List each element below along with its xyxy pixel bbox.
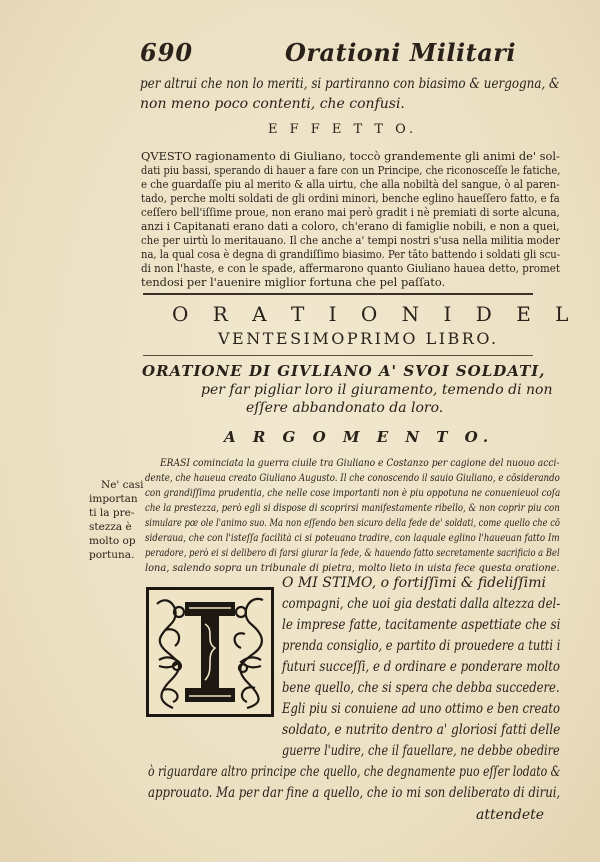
text-line: ERASI cominciata la guerra ciuile tra Giuliano e Costanzo per cagione del nuouo acci-	[160, 458, 560, 469]
divider-rule	[143, 293, 533, 295]
text-line: simulare pœ ole l'animo suo. Ma non eſſendo ben sicuro della fede de' soldati, come quello che cō	[145, 518, 560, 529]
text-line: ceſſero bell'iſſime proue, non erano mai però gradit i nè premiati di sorte alcuna,	[141, 205, 560, 219]
oration-line: futuri succeſſi, e d ordinare e ponderare molto	[282, 659, 561, 675]
margin-line: molto op	[89, 535, 136, 547]
argomento-heading: A R G O M E N T O.	[224, 428, 495, 446]
margin-line: ti la pre-	[89, 507, 135, 519]
text-line: na, la qual cosa è degna di grandiſſimo biasimo. Per tāto battendo i soldati gli scu-	[141, 247, 561, 261]
book-heading-line1: O R A T I O N I D E L	[172, 302, 578, 326]
running-title: Orationi Militari	[285, 38, 517, 67]
oration-line: le imprese fatte, tacitamente aspettiate che si	[282, 617, 561, 633]
text-line: tado, perche molti soldati de gli ordini minori, benche eglino haueſſero fatto, e fa	[141, 191, 560, 205]
effetto-heading: E F F E T T O.	[268, 122, 418, 137]
text-line: tendosi per l'auenire miglior fortuna che pel paſſato.	[141, 275, 446, 289]
oration-line: approuato. Ma per dar fine a quello, che io mi son deliberato di dirui,	[148, 785, 561, 801]
text-line: con grandiſſima prudentia, che nelle cose importanti non è piu oppotuna ne conuenieuol coſa	[145, 488, 561, 499]
page-number: 690	[140, 38, 194, 67]
text-line: e che guardaſſe piu al merito & alla uirtu, che alla nobiltà del sangue, ò al paren-	[141, 177, 560, 191]
oration-line: ò riguardare altro principe che quello, che degnamente puo eſſer lodato &	[148, 764, 561, 780]
text-line: che la prestezza, però egli si dispose di scoprirsi manifestamente ribello, & non coprir piu con	[145, 503, 560, 514]
margin-line: importan	[89, 493, 138, 505]
text-line: dente, che haueua creato Giuliano Augusto. Il che conoscendo il sauio Giuliano, e cōsiderando	[145, 473, 560, 484]
oration-line: compagni, che uoi gia destati dalla altezza del-	[282, 596, 561, 612]
text-line: lona, salendo sopra un tribunale di pietra, molto lieto in uista fece questa oratione.	[145, 563, 560, 574]
oration-line: guerre l'udire, che il fauellare, ne debbe obedire	[282, 743, 560, 759]
text-line: di non l'haste, e con le spade, affermarono quanto Giuliano hauea detto, promet	[141, 261, 560, 275]
divider-rule	[143, 355, 533, 356]
text-line: anzi i Capitanati erano dati a coloro, ch'erano di famiglie nobili, e non a quei,	[141, 219, 560, 233]
opening-line: non meno poco contenti, che confusi.	[140, 96, 405, 112]
margin-line: portuna.	[89, 549, 135, 561]
decorated-initial-woodcut	[146, 587, 274, 717]
oration-line: soldato, e nutrito dentro a' gloriosi fatti delle	[282, 722, 561, 738]
margin-line: Ne' casi	[101, 479, 144, 491]
oration-line: Egli piu si conuiene ad uno ottimo e ben creato	[282, 701, 560, 717]
oration-line: prenda consiglio, e partito di prouedere a tutti i	[282, 638, 561, 654]
oration-subtitle: per far pigliar loro il giuramento, temendo di non	[201, 382, 553, 398]
woodcut-ornament-icon	[149, 590, 271, 714]
oration-line: bene quello, che si spera che debba succedere.	[282, 680, 560, 696]
opening-line: per altrui che non lo meriti, si partiranno con biasimo & uergogna, &	[140, 76, 560, 92]
catchword: attendete	[476, 807, 545, 823]
margin-line: stezza è	[89, 521, 132, 533]
text-line: dati piu bassi, sperando di hauer a fare con un Principe, che riconosceſſe le fatiche,	[141, 163, 561, 177]
text-line: che per uirtù lo meritauano. Il che anche a' tempi nostri s'usa nella militia moder	[141, 233, 560, 247]
text-line: peradore, però ei si delibero di farsi giurar la fede, & hauendo fatto secretamente sacrificio a Bel	[145, 548, 560, 559]
oration-title: ORATIONE DI GIVLIANO A' SVOI SOLDATI,	[142, 362, 546, 380]
oration-subtitle: eſſere abbandonato da loro.	[246, 400, 444, 416]
oration-line: O MI STIMO, o fortiſſimi & fideliſſimi	[282, 575, 546, 591]
text-line: sideraua, che con l'isteſſa facilità ci si poteuano tradire, con laquale eglino l'haueuan fatto Im	[145, 533, 560, 544]
book-heading-line2: VENTESIMOPRIMO LIBRO.	[218, 329, 499, 348]
text-line: QVESTO ragionamento di Giuliano, toccò grandemente gli animi de' sol-	[141, 149, 560, 163]
